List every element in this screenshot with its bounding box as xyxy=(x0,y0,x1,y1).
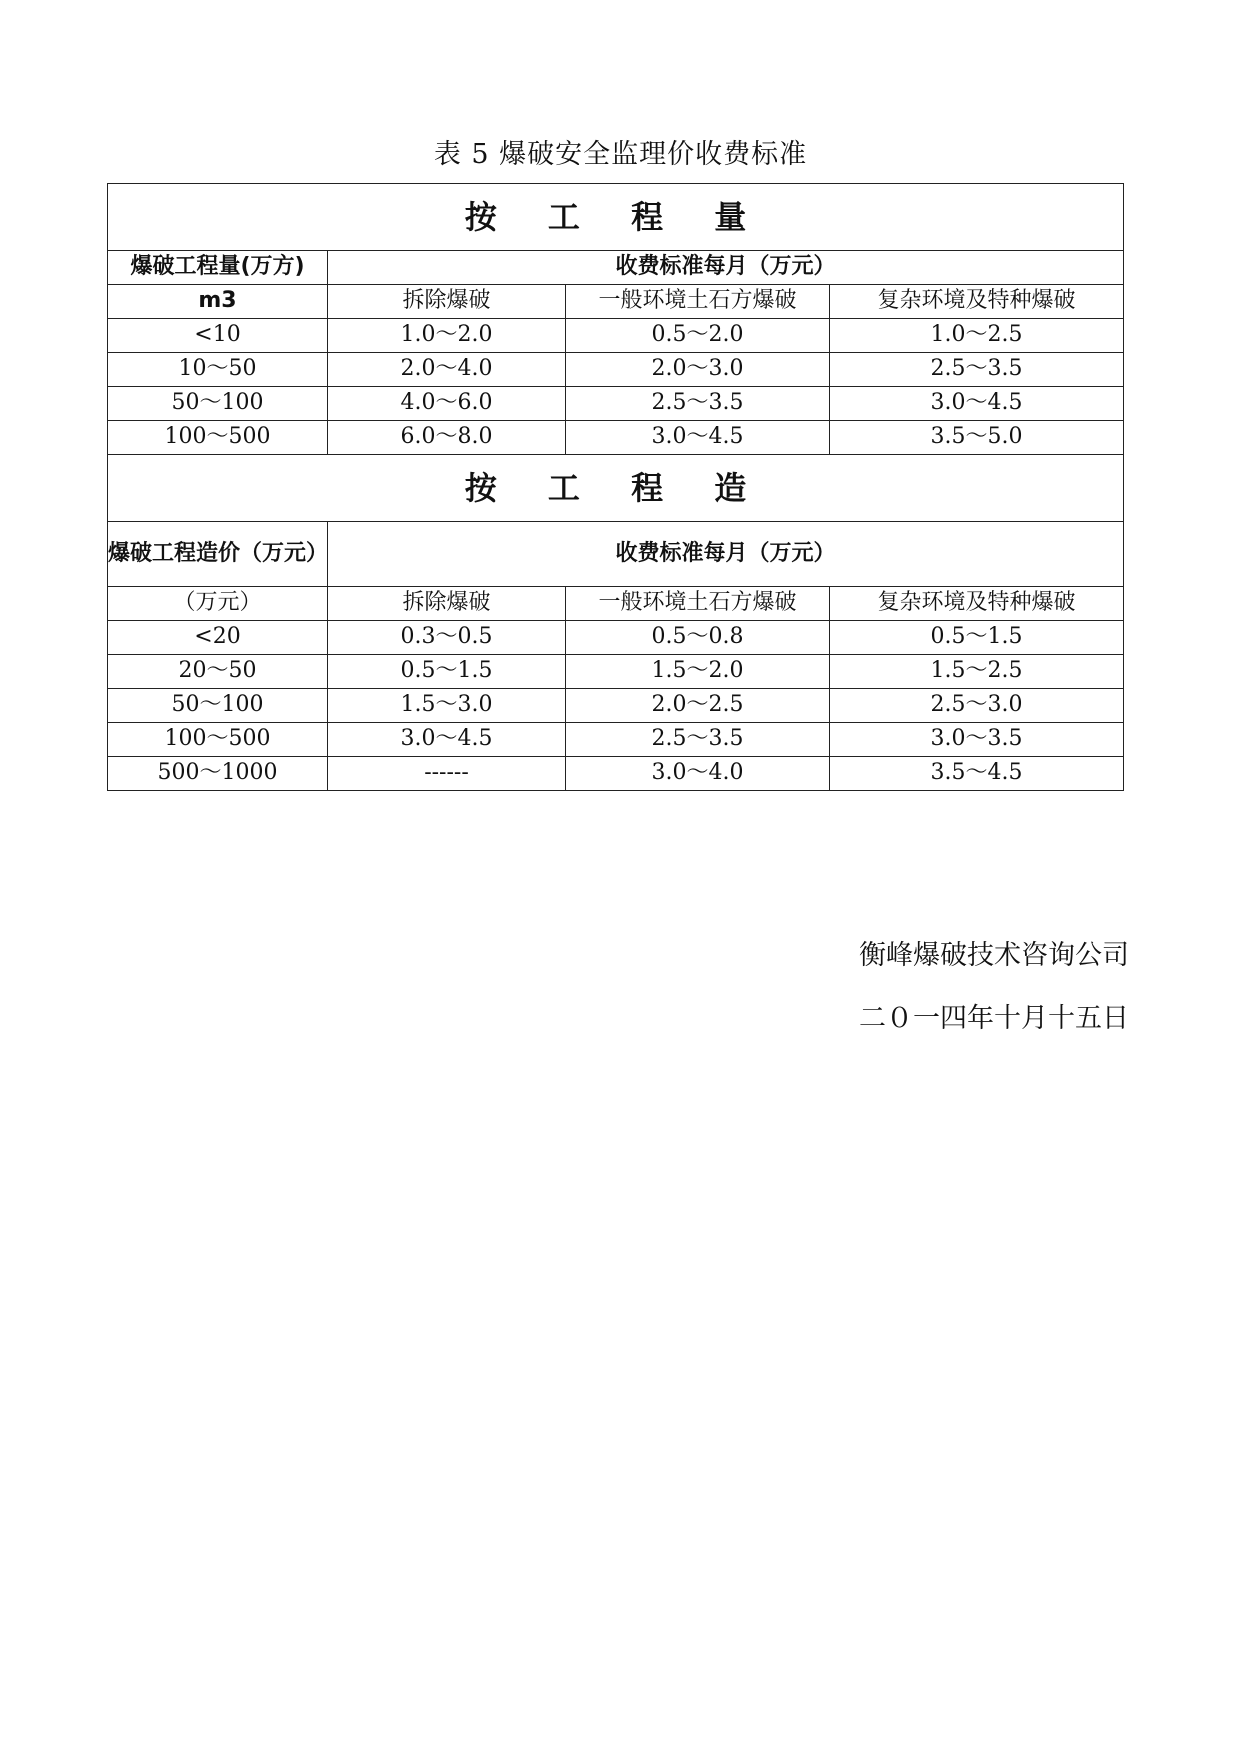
company-signature: 衡峰爆破技术咨询公司 xyxy=(859,940,1129,971)
subheader-demolition: 拆除爆破 xyxy=(328,285,566,319)
subheader-earthwork: 一般环境土石方爆破 xyxy=(566,285,830,319)
table-cell: 2.0～2.5 xyxy=(566,689,830,723)
table-cell: 3.0～4.0 xyxy=(566,757,830,791)
table-row xyxy=(108,689,1124,723)
table-row xyxy=(108,319,1124,353)
table-cell: <20 xyxy=(108,621,328,655)
header-row xyxy=(108,251,1124,285)
quantity-column-header: 爆破工程量(万方) xyxy=(108,251,328,285)
section-band-quantity: 按 工 程 量 xyxy=(108,184,1124,251)
table-cell: <10 xyxy=(108,319,328,353)
table-row xyxy=(108,621,1124,655)
table-cell: 2.5～3.0 xyxy=(830,689,1124,723)
table-cell: 6.0～8.0 xyxy=(328,421,566,455)
table-row xyxy=(108,353,1124,387)
table-cell: 0.5～2.0 xyxy=(566,319,830,353)
table-row xyxy=(108,655,1124,689)
table-cell: 3.0～4.5 xyxy=(328,723,566,757)
table-cell: 1.5～2.5 xyxy=(830,655,1124,689)
table-cell: 3.0～4.5 xyxy=(830,387,1124,421)
section-band-row xyxy=(108,455,1124,522)
subheader-complex: 复杂环境及特种爆破 xyxy=(830,587,1124,621)
table-cell: 0.5～1.5 xyxy=(328,655,566,689)
table-cell: 0.3～0.5 xyxy=(328,621,566,655)
subheader-row xyxy=(108,587,1124,621)
table-cell: 2.5～3.5 xyxy=(566,387,830,421)
table-cell: 1.0～2.5 xyxy=(830,319,1124,353)
table-cell: 2.5～3.5 xyxy=(566,723,830,757)
table-cell: 2.5～3.5 xyxy=(830,353,1124,387)
table-cell: 100～500 xyxy=(108,421,328,455)
table-cell: ------ xyxy=(328,757,566,791)
table-cell: 50～100 xyxy=(108,689,328,723)
table-cell: 20～50 xyxy=(108,655,328,689)
table-cell: 3.0～3.5 xyxy=(830,723,1124,757)
table-cell: 2.0～3.0 xyxy=(566,353,830,387)
table-row xyxy=(108,723,1124,757)
table-cell: 100～500 xyxy=(108,723,328,757)
table-row xyxy=(108,421,1124,455)
table-cell: 10～50 xyxy=(108,353,328,387)
fee-standard-table xyxy=(107,183,1124,791)
table-cell: 0.5～0.8 xyxy=(566,621,830,655)
section-band-row xyxy=(108,184,1124,251)
cost-column-header: 爆破工程造价（万元） xyxy=(108,522,328,587)
subheader-demolition: 拆除爆破 xyxy=(328,587,566,621)
table-row xyxy=(108,387,1124,421)
fee-header: 收费标准每月（万元） xyxy=(328,251,1124,285)
signature-date: 二０一四年十月十五日 xyxy=(859,1003,1129,1034)
page-title: 表 5 爆破安全监理价收费标准 xyxy=(433,139,808,170)
header-row xyxy=(108,522,1124,587)
table-cell: 500～1000 xyxy=(108,757,328,791)
table-cell: 1.5～2.0 xyxy=(566,655,830,689)
unit-label: （万元） xyxy=(108,587,328,621)
unit-label: m3 xyxy=(108,285,328,319)
subheader-row xyxy=(108,285,1124,319)
fee-header: 收费标准每月（万元） xyxy=(328,522,1124,587)
table-row xyxy=(108,757,1124,791)
table-cell: 1.5～3.0 xyxy=(328,689,566,723)
table-cell: 3.5～4.5 xyxy=(830,757,1124,791)
table-cell: 4.0～6.0 xyxy=(328,387,566,421)
table-cell: 2.0～4.0 xyxy=(328,353,566,387)
table-cell: 50～100 xyxy=(108,387,328,421)
subheader-complex: 复杂环境及特种爆破 xyxy=(830,285,1124,319)
section-band-cost: 按 工 程 造 xyxy=(108,455,1124,522)
table-cell: 3.0～4.5 xyxy=(566,421,830,455)
table-cell: 0.5～1.5 xyxy=(830,621,1124,655)
subheader-earthwork: 一般环境土石方爆破 xyxy=(566,587,830,621)
table-cell: 3.5～5.0 xyxy=(830,421,1124,455)
table-cell: 1.0～2.0 xyxy=(328,319,566,353)
